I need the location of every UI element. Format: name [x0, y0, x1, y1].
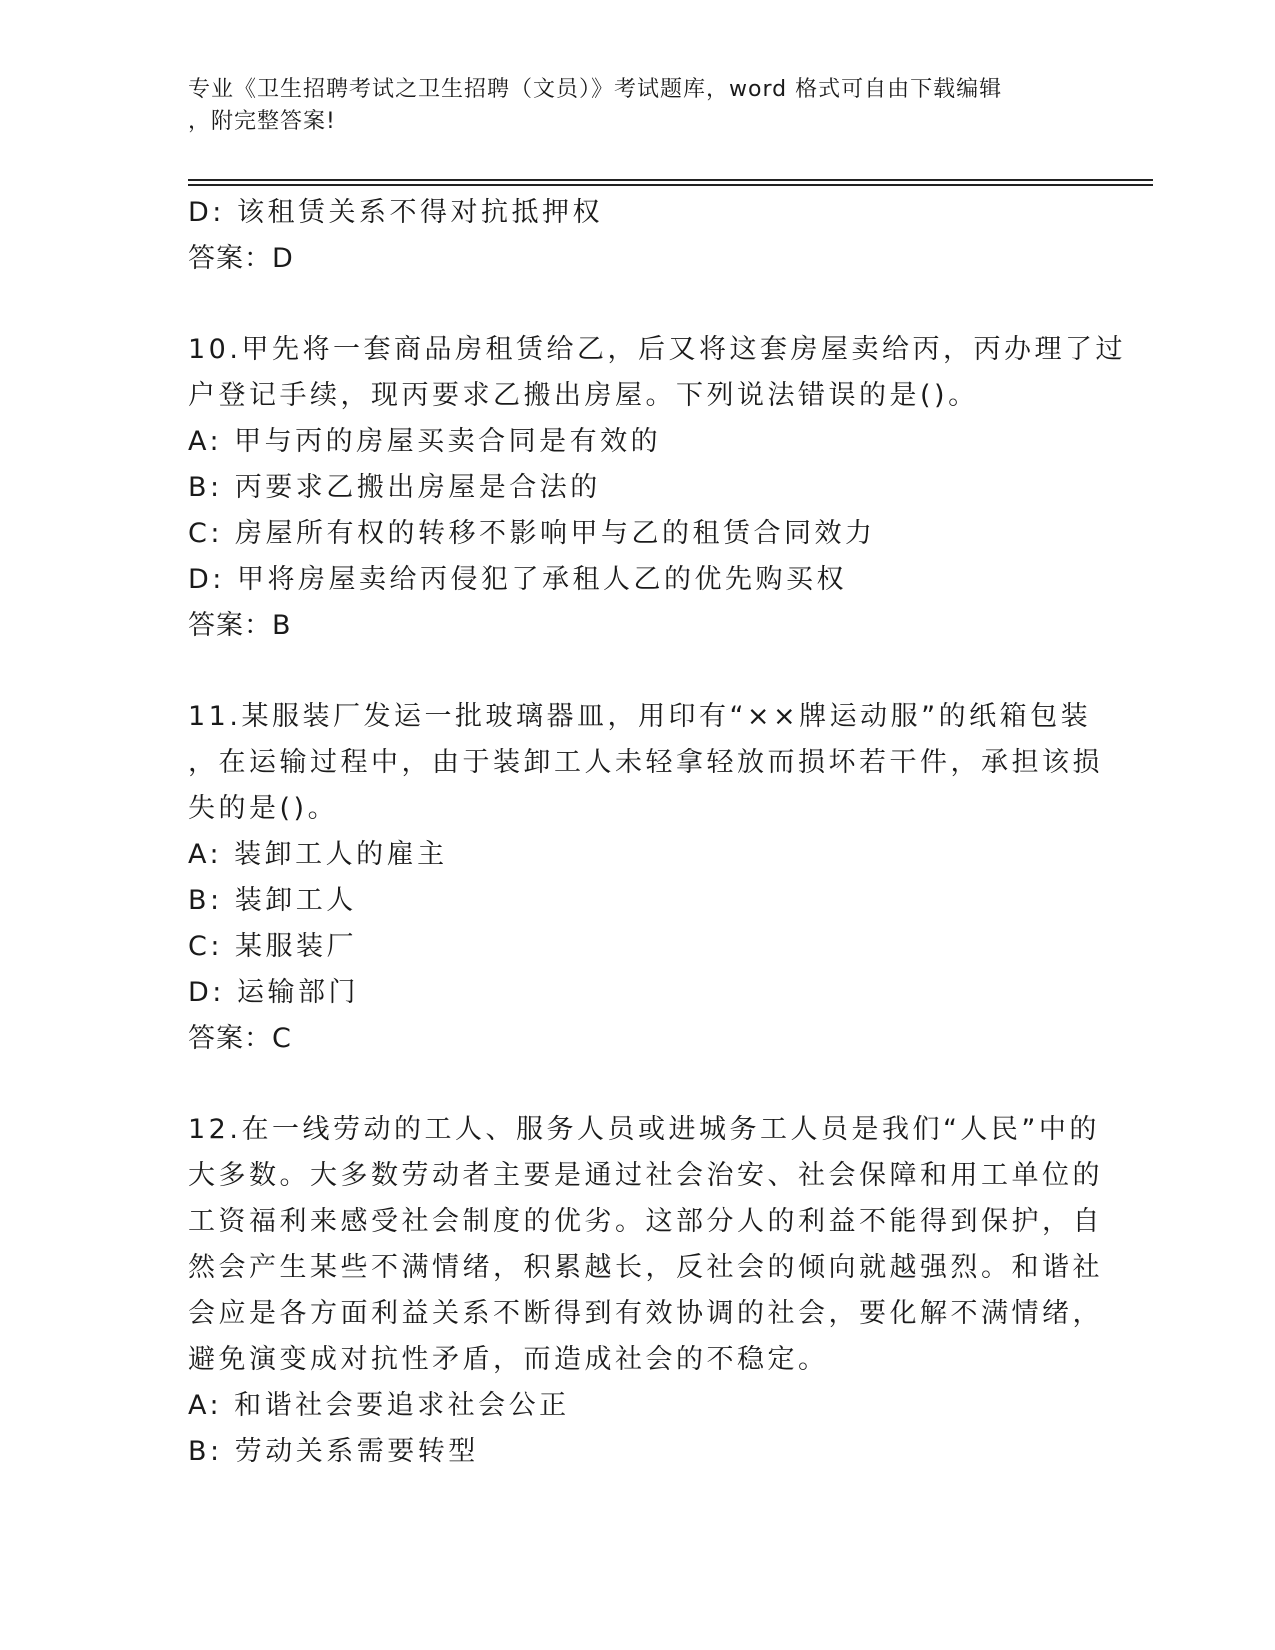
question-stem-line: 失的是()。: [188, 793, 339, 824]
question-stem-line: 避免演变成对抗性矛盾，而造成社会的不稳定。: [188, 1344, 829, 1375]
question-stem-line: 10.甲先将一套商品房租赁给乙，后又将这套房屋卖给丙，丙办理了过: [188, 334, 1126, 365]
option-d: D: 该租赁关系不得对抗抵押权: [188, 197, 603, 228]
document-header: [188, 74, 1068, 138]
question-content: [188, 190, 1126, 1475]
header-divider-top: [188, 179, 1153, 181]
header-line-2: ，附完整答案!: [188, 109, 336, 134]
option-a: A: 甲与丙的房屋买卖合同是有效的: [188, 426, 662, 457]
question-11-stem: [188, 694, 1103, 832]
question-stem-line: 工资福利来感受社会制度的优劣。这部分人的利益不能得到保护，自: [188, 1206, 1103, 1237]
header-line-1: 专业《卫生招聘考试之卫生招聘（文员）》考试题库，word 格式可自由下载编辑: [188, 77, 1003, 102]
option-b: B: 丙要求乙搬出房屋是合法的: [188, 472, 601, 503]
answer-line: 答案：B: [188, 610, 292, 641]
answer-line: 答案：D: [188, 243, 294, 274]
option-c: C: 房屋所有权的转移不影响甲与乙的租赁合同效力: [188, 518, 876, 549]
question-12-stem: [188, 1107, 1103, 1383]
spacer: [188, 649, 1088, 694]
option-b: B: 装卸工人: [188, 885, 357, 916]
header-divider-bottom: [188, 184, 1153, 186]
question-stem-line: 11.某服装厂发运一批玻璃器皿，用印有“××牌运动服”的纸箱包装: [188, 701, 1092, 732]
question-stem-line: ，在运输过程中，由于装卸工人未轻拿轻放而损坏若干件，承担该损: [188, 747, 1103, 778]
question-stem-line: 大多数。大多数劳动者主要是通过社会治安、社会保障和用工单位的: [188, 1160, 1103, 1191]
answer-line: 答案：C: [188, 1023, 292, 1054]
option-c: C: 某服装厂: [188, 931, 358, 962]
option-a: A: 装卸工人的雇主: [188, 839, 448, 870]
spacer: [188, 1062, 1088, 1107]
spacer: [188, 282, 1088, 327]
option-d: D: 运输部门: [188, 977, 359, 1008]
question-10-stem: [188, 327, 1126, 419]
option-b: B: 劳动关系需要转型: [188, 1436, 479, 1467]
option-a: A: 和谐社会要追求社会公正: [188, 1390, 570, 1421]
question-stem-line: 会应是各方面利益关系不断得到有效协调的社会，要化解不满情绪，: [188, 1298, 1103, 1329]
option-d: D: 甲将房屋卖给丙侵犯了承租人乙的优先购买权: [188, 564, 847, 595]
question-stem-line: 然会产生某些不满情绪，积累越长，反社会的倾向就越强烈。和谐社: [188, 1252, 1103, 1283]
question-stem-line: 户登记手续，现丙要求乙搬出房屋。下列说法错误的是()。: [188, 380, 979, 411]
question-stem-line: 12.在一线劳动的工人、服务人员或进城务工人员是我们“人民”中的: [188, 1114, 1100, 1145]
